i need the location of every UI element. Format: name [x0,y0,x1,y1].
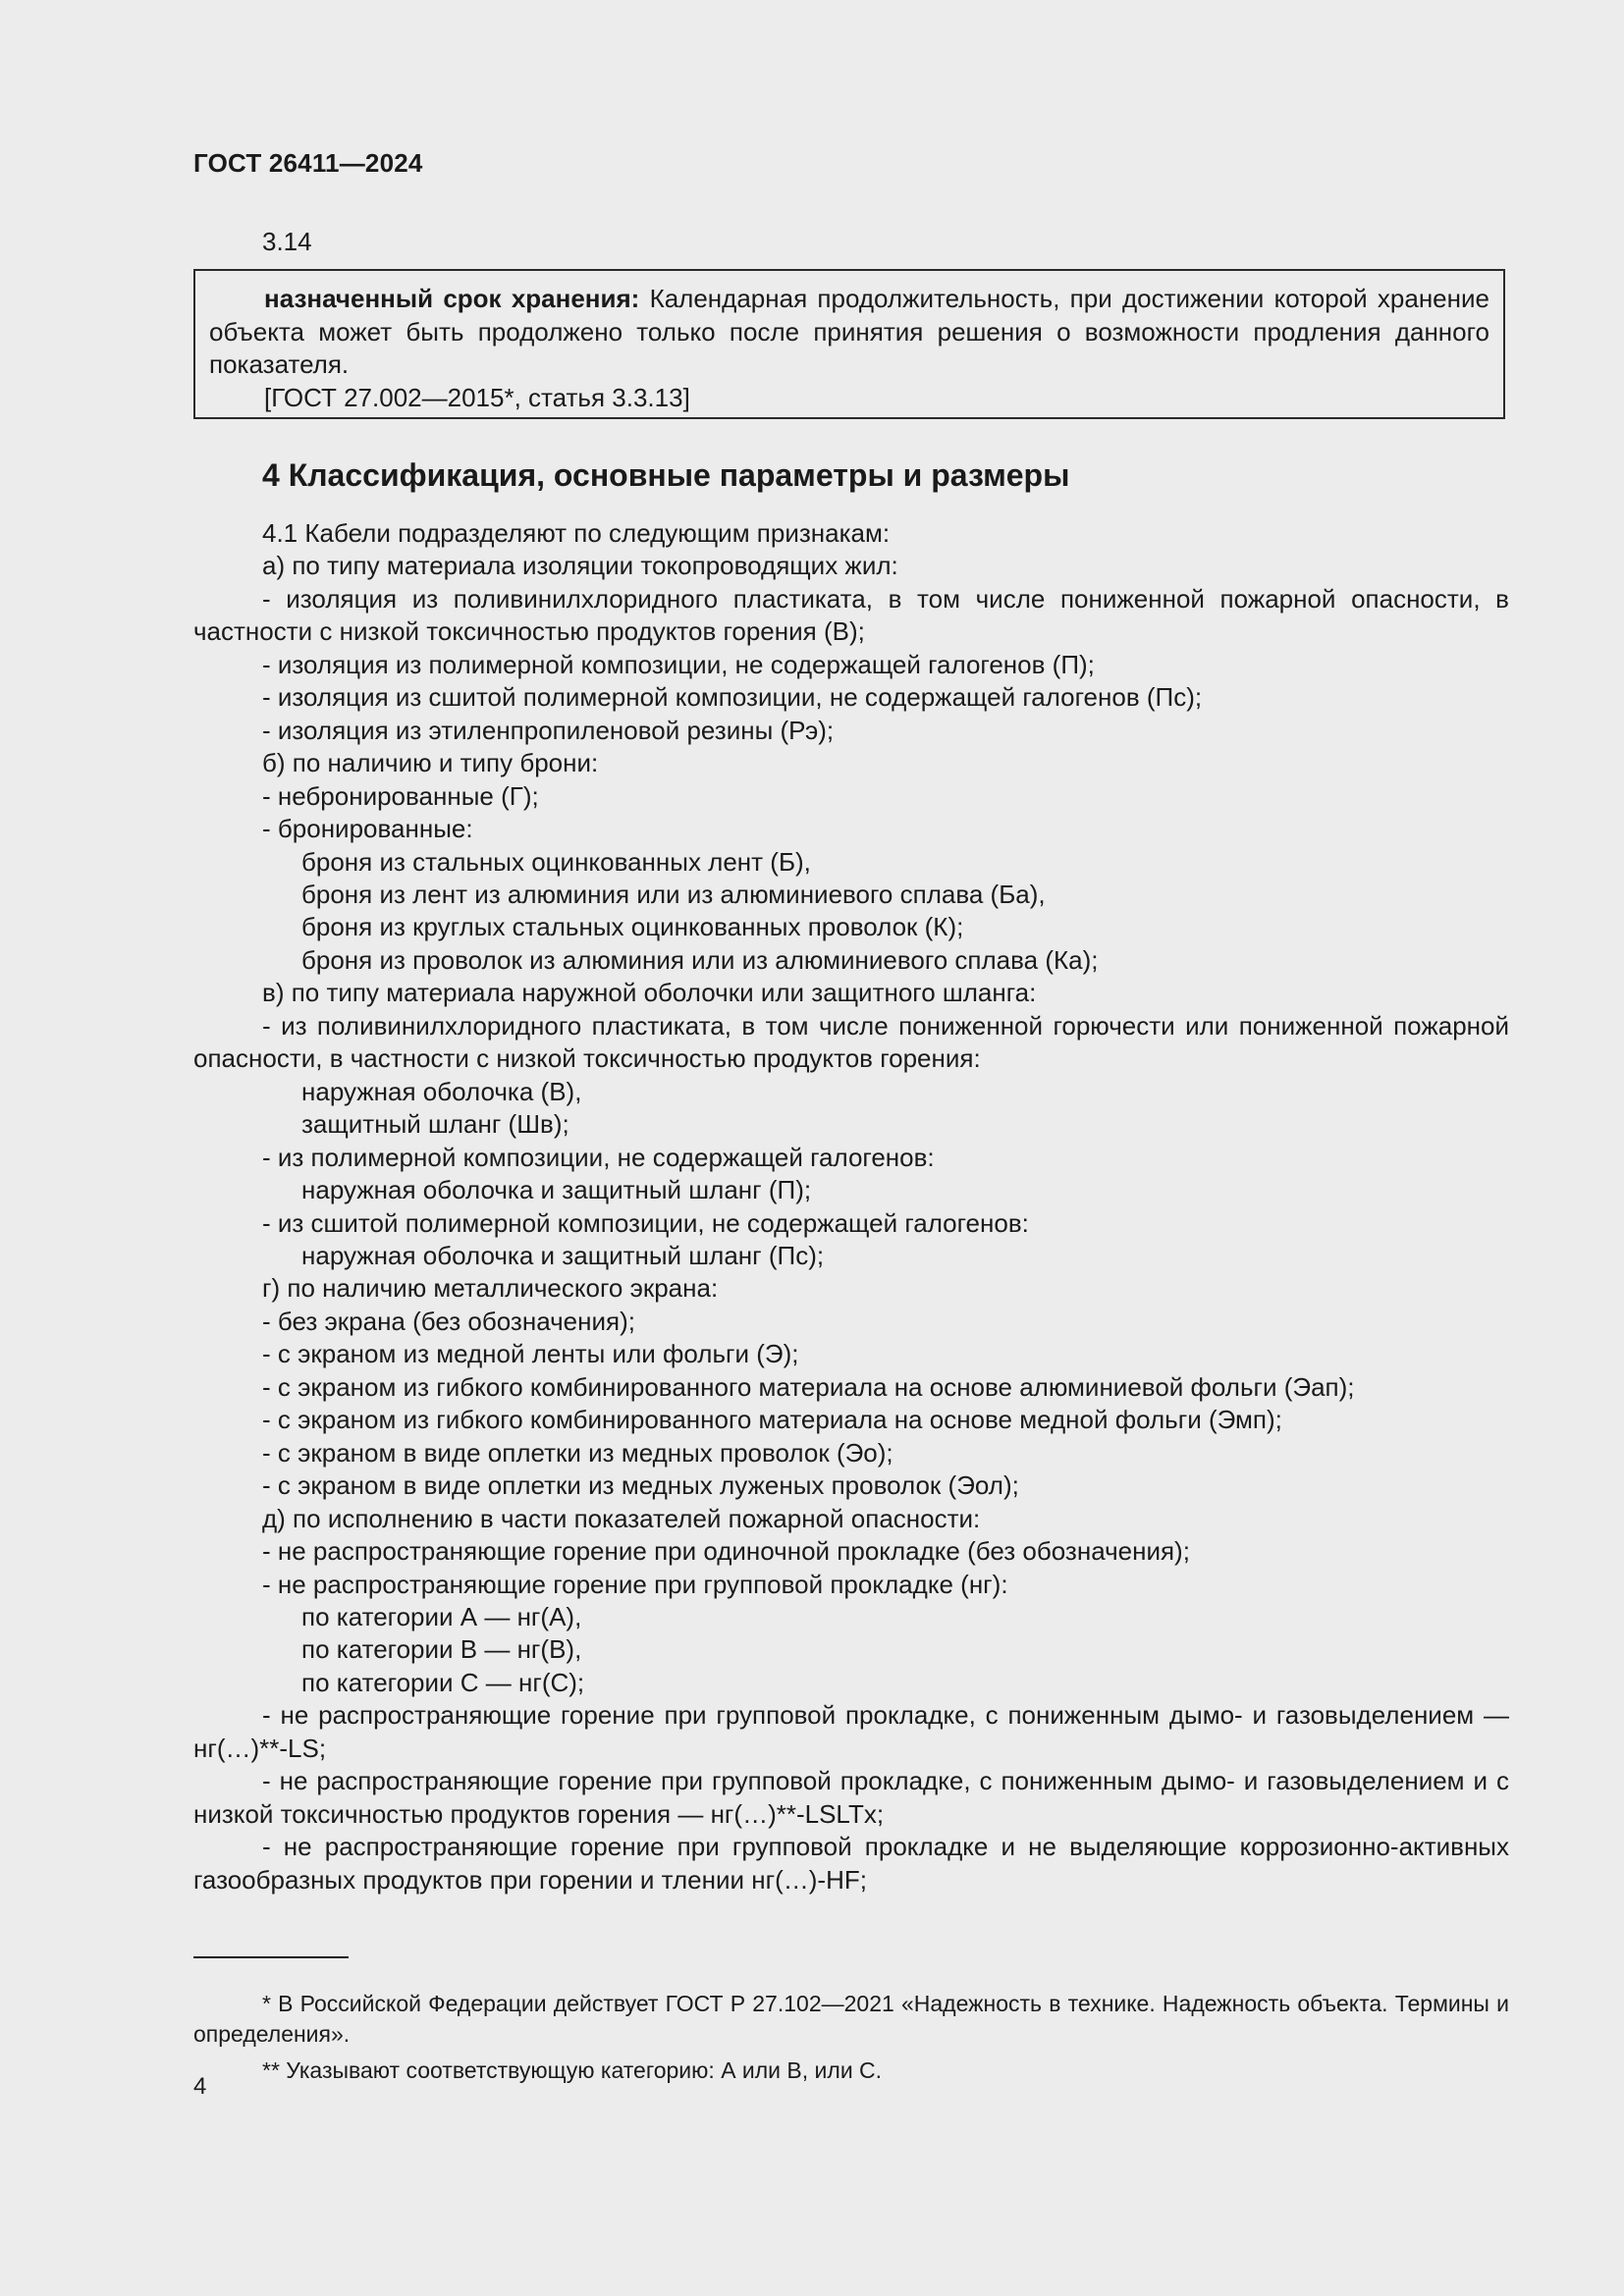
list-item-a: а) по типу материала изоляции токопроводящих жил: [262,551,898,581]
sub-list-item: броня из стальных оцинкованных лент (Б), [301,846,811,877]
section-heading: 4 Классификация, основные параметры и размеры [262,457,1070,493]
list-item: - с экраном из гибкого комбинированного материала на основе алюминиевой фольги (Эап); [262,1371,1355,1402]
list-item: - с экраном в виде оплетки из медных проволок (Эо); [262,1437,893,1468]
sub-list-item: броня из проволок из алюминия или из алюминиевого сплава (Ка); [301,944,1099,975]
footnote-separator [193,1956,349,1958]
list-item: - из сшитой полимерной композиции, не содержащей галогенов: [262,1207,1029,1238]
list-item: - с экраном из гибкого комбинированного материала на основе медной фольги (Эмп); [262,1405,1282,1435]
list-item-d: д) по исполнению в части показателей пожарной опасности: [262,1503,981,1533]
list-item: - изоляция из поливинилхлоридного пластиката, в том числе пониженной пожарной опасности, в частности с низкой токсичностью продуктов горения (В); [193,583,1509,647]
footnote-2: ** Указывают соответствующую категорию: А или В, или С. [262,2057,883,2083]
section-body [193,517,1509,1896]
definition-number: 3.14 [262,227,312,256]
list-item: - из полимерной композиции, не содержащей галогенов: [262,1142,935,1172]
list-item: - бронированные: [262,814,473,844]
definition-reference: [ГОСТ 27.002—2015*, статья 3.3.13] [264,382,690,412]
definition-body: Календарная продолжительность, при достижении которой хранение объекта может быть продолжено только после принятия решения о возможности продления данного показателя. [209,284,1489,379]
list-item: - с экраном в виде оплетки из медных луженых проволок (Эол); [262,1470,1019,1501]
sub-list-item: по категории В — нг(В), [301,1634,582,1665]
list-item: - не распространяющие горение при одиночной прокладке (без обозначения); [262,1536,1190,1567]
list-item-b: б) по наличию и типу брони: [262,748,599,778]
list-item: - не распространяющие горение при групповой прокладке и не выделяющие коррозионно-активных газообразных продуктов при горении и тлении нг(…)-HF; [193,1832,1509,1895]
definition-box [193,269,1505,419]
sub-list-item: по категории А — нг(А), [301,1601,582,1631]
footnote-1: * В Российской Федерации действует ГОСТ Р 27.102—2021 «Надежность в технике. Надежность объекта. Термины и определения». [193,1991,1509,2047]
list-item: - изоляция из этиленпропиленовой резины (Рэ); [262,715,835,745]
list-item: - изоляция из сшитой полимерной композиции, не содержащей галогенов (Пс); [262,682,1203,713]
page-number: 4 [193,2073,207,2100]
sub-list-item: защитный шланг (Шв); [301,1109,569,1140]
sub-list-item: по категории С — нг(С); [301,1667,585,1697]
sub-list-item: наружная оболочка и защитный шланг (Пс); [301,1240,825,1270]
list-item: - не распространяющие горение при групповой прокладке, с пониженным дымо- и газовыделением и с низкой токсичностью продуктов горения — нг(…)**-LSLTx; [193,1766,1509,1829]
sub-list-item: наружная оболочка и защитный шланг (П); [301,1175,812,1205]
list-item: - не распространяющие горение при групповой прокладке, с пониженным дымо- и газовыделением — нг(…)**-LS; [193,1700,1509,1763]
list-item: - небронированные (Г); [262,780,539,811]
list-item: - не распространяющие горение при групповой прокладке (нг): [262,1569,1008,1599]
clause-4-1: 4.1 Кабели подразделяют по следующим признакам: [262,518,891,548]
sub-list-item: броня из круглых стальных оцинкованных проволок (К); [301,912,964,942]
sub-list-item: броня из лент из алюминия или из алюминиевого сплава (Ба), [301,879,1046,909]
list-item: - без экрана (без обозначения); [262,1306,635,1336]
sub-list-item: наружная оболочка (В), [301,1076,582,1106]
list-item: - изоляция из полимерной композиции, не содержащей галогенов (П); [262,649,1095,679]
list-item-v: в) по типу материала наружной оболочки или защитного шланга: [262,978,1037,1008]
list-item-g: г) по наличию металлического экрана: [262,1273,719,1304]
document-header: ГОСТ 26411—2024 [193,148,423,178]
definition-text [209,283,1489,382]
definition-term: назначенный срок хранения: [264,284,640,313]
list-item: - из поливинилхлоридного пластиката, в том числе пониженной горючести или пониженной пожарной опасности, в частности с низкой токсичностью продуктов горения: [193,1010,1509,1074]
list-item: - с экраном из медной ленты или фольги (Э); [262,1339,799,1369]
